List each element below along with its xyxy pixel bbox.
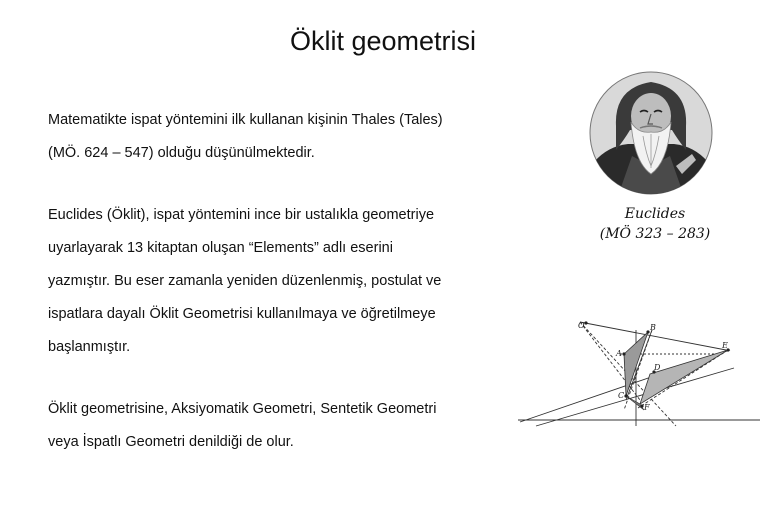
geometry-construction-icon	[516, 300, 762, 428]
text-line: uyarlayarak 13 kitaptan oluşan “Elements” adlı eserini	[48, 240, 393, 256]
euclid-portrait-icon	[588, 70, 714, 196]
text-line: ispatlara dayalı Öklit Geometrisi kullanılmaya ve öğretilmeye	[48, 306, 436, 322]
label-c: C	[618, 391, 625, 400]
text-line: Euclides (Öklit), ispat yöntemini ince bir ustalıkla geometriye	[48, 207, 435, 223]
label-e: E	[722, 341, 728, 350]
paragraph-thales	[48, 104, 528, 170]
label-a: A	[616, 349, 622, 358]
text-line: yazmıştır. Bu eser zamanla yeniden düzenlenmiş, postulat ve	[48, 273, 442, 289]
label-b: B	[650, 323, 656, 332]
paragraph-euclides	[48, 199, 528, 364]
caption-name: Euclides	[624, 206, 686, 222]
caption-dates: (MÖ 323 – 283)	[599, 226, 711, 242]
label-f: F	[644, 403, 650, 412]
text-line: Matematikte ispat yöntemini ilk kullanan kişinin Thales (Tales)	[48, 112, 443, 128]
paragraph-names	[48, 393, 528, 459]
text-line: başlanmıştır.	[48, 339, 131, 355]
portrait-caption	[590, 204, 720, 244]
label-d: D	[654, 363, 661, 372]
text-line: veya İspatlı Geometri denildiği de olur.	[48, 434, 294, 450]
slide-title: Öklit geometrisi	[289, 26, 477, 56]
text-line: (MÖ. 624 – 547) olduğu düşünülmektedir.	[48, 145, 315, 161]
text-line: Öklit geometrisine, Aksiyomatik Geometri, Sentetik Geometri	[48, 401, 437, 417]
label-o: O	[578, 321, 585, 330]
